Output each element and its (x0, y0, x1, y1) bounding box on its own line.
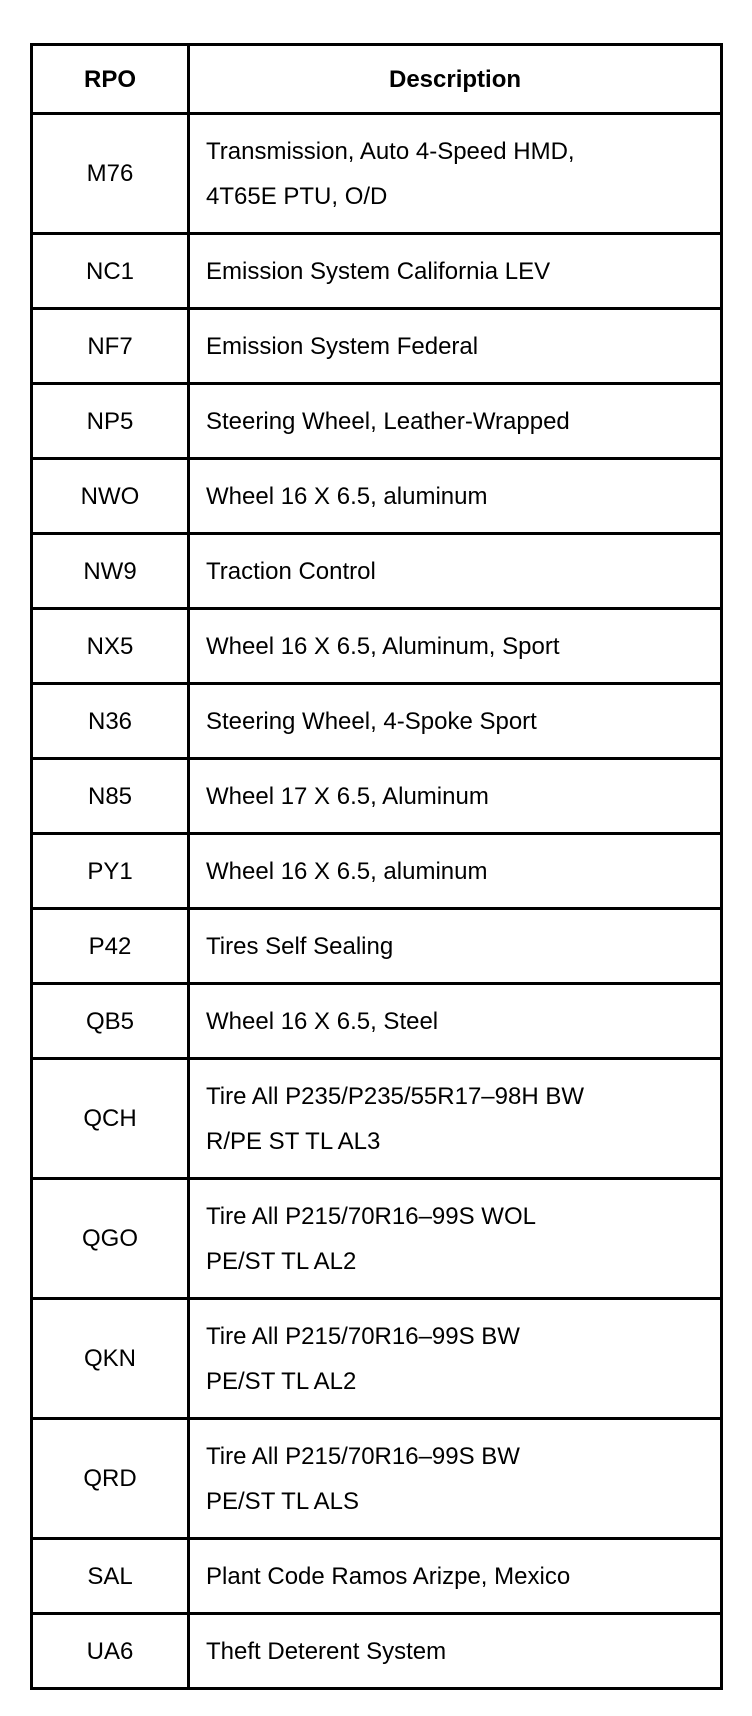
description-line: PE/ST TL AL2 (206, 1247, 357, 1275)
header-rpo: RPO (32, 45, 189, 114)
table-body (32, 114, 722, 1689)
description-cell (189, 384, 722, 459)
table-row (32, 534, 722, 609)
description-line: Transmission, Auto 4-Speed HMD, (206, 137, 575, 165)
rpo-code-cell: UA6 (32, 1614, 189, 1689)
description-line: Tire All P215/70R16–99S BW (206, 1322, 520, 1350)
rpo-code-cell: QKN (32, 1299, 189, 1419)
rpo-code-cell: PY1 (32, 834, 189, 909)
description-cell (189, 1614, 722, 1689)
table-header (32, 45, 722, 114)
description-cell (189, 534, 722, 609)
description-line: Plant Code Ramos Arizpe, Mexico (206, 1562, 571, 1590)
description-line: Traction Control (206, 557, 376, 585)
description-line: Wheel 16 X 6.5, Aluminum, Sport (206, 632, 560, 660)
table-row (32, 834, 722, 909)
description-cell (189, 1299, 722, 1419)
rpo-code-cell: NWO (32, 459, 189, 534)
table-row (32, 384, 722, 459)
description-cell (189, 834, 722, 909)
table-row (32, 1419, 722, 1539)
table-row (32, 309, 722, 384)
description-line: Emission System Federal (206, 332, 479, 360)
table-row (32, 984, 722, 1059)
description-cell (189, 234, 722, 309)
rpo-code-cell: NX5 (32, 609, 189, 684)
rpo-code-cell: NF7 (32, 309, 189, 384)
rpo-code-cell: QCH (32, 1059, 189, 1179)
rpo-code-cell: P42 (32, 909, 189, 984)
table-row (32, 1539, 722, 1614)
description-cell (189, 114, 722, 234)
rpo-code-cell: N85 (32, 759, 189, 834)
description-line: Wheel 16 X 6.5, aluminum (206, 857, 488, 885)
rpo-code-cell: N36 (32, 684, 189, 759)
description-line: 4T65E PTU, O/D (206, 182, 388, 210)
rpo-code-cell: SAL (32, 1539, 189, 1614)
description-line: Wheel 16 X 6.5, aluminum (206, 482, 488, 510)
description-line: Tire All P215/70R16–99S BW (206, 1442, 520, 1470)
rpo-code-cell: NW9 (32, 534, 189, 609)
description-line: PE/ST TL AL2 (206, 1367, 357, 1395)
rpo-code-cell: M76 (32, 114, 189, 234)
table-row (32, 759, 722, 834)
rpo-code-cell: QRD (32, 1419, 189, 1539)
table-row (32, 234, 722, 309)
rpo-code-cell: QGO (32, 1179, 189, 1299)
description-cell (189, 1179, 722, 1299)
description-cell (189, 1059, 722, 1179)
description-line: Emission System California LEV (206, 257, 551, 285)
rpo-code-cell: NP5 (32, 384, 189, 459)
table-row (32, 1059, 722, 1179)
table-row (32, 459, 722, 534)
description-line: Tire All P235/P235/55R17–98H BW (206, 1082, 584, 1110)
description-cell (189, 459, 722, 534)
description-line: R/PE ST TL AL3 (206, 1127, 381, 1155)
description-line: Wheel 16 X 6.5, Steel (206, 1007, 439, 1035)
header-description: Description (189, 45, 722, 114)
description-line: Tires Self Sealing (206, 932, 394, 960)
table-row (32, 1614, 722, 1689)
table-row (32, 1179, 722, 1299)
description-cell (189, 759, 722, 834)
table-row (32, 114, 722, 234)
description-line: Tire All P215/70R16–99S WOL (206, 1202, 536, 1230)
header-row (32, 45, 722, 114)
description-cell (189, 909, 722, 984)
description-cell (189, 609, 722, 684)
description-line: Wheel 17 X 6.5, Aluminum (206, 782, 489, 810)
table-row (32, 609, 722, 684)
description-line: Steering Wheel, 4-Spoke Sport (206, 707, 537, 735)
description-cell (189, 984, 722, 1059)
description-line: PE/ST TL ALS (206, 1487, 359, 1515)
table-row (32, 684, 722, 759)
rpo-code-cell: NC1 (32, 234, 189, 309)
description-line: Theft Deterent System (206, 1637, 447, 1665)
rpo-table (30, 43, 723, 1690)
description-cell (189, 684, 722, 759)
table-row (32, 909, 722, 984)
description-line: Steering Wheel, Leather-Wrapped (206, 407, 570, 435)
description-cell (189, 309, 722, 384)
description-cell (189, 1419, 722, 1539)
rpo-code-cell: QB5 (32, 984, 189, 1059)
description-cell (189, 1539, 722, 1614)
table-row (32, 1299, 722, 1419)
